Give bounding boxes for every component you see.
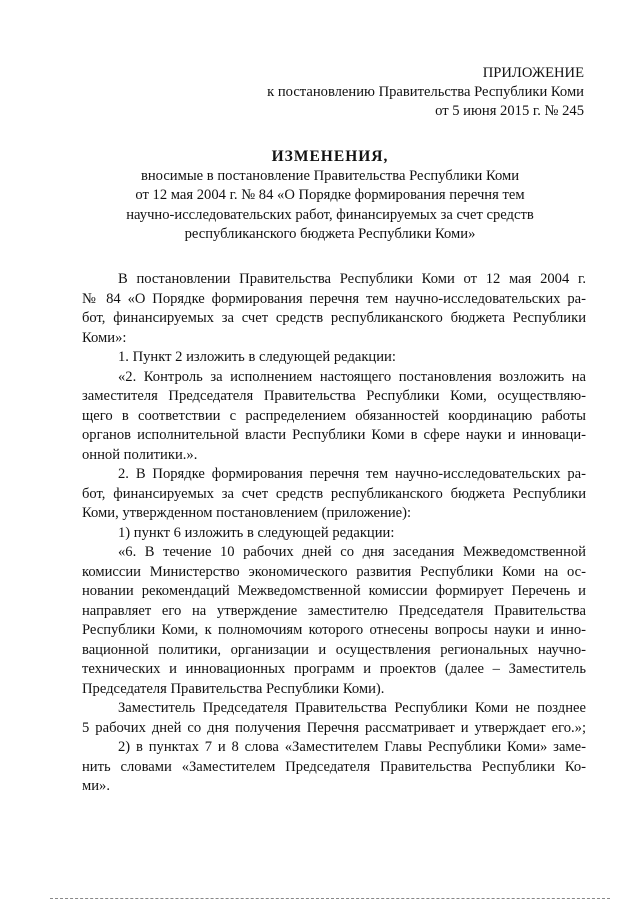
body-line: В постановлении Правительства Республики Коми от 12 мая 2004 г. bbox=[118, 271, 586, 287]
footer-rule bbox=[50, 898, 610, 899]
body-line: ми». bbox=[82, 778, 110, 794]
body-line: Председателя Правительства Республики Коми). bbox=[82, 680, 385, 697]
body-line: № 84 «О Порядке формирования перечня тем научно-исследовательских ра- bbox=[82, 290, 586, 307]
title-line: от 12 мая 2004 г. № 84 «О Порядке формирования перечня тем bbox=[135, 187, 525, 203]
title-line: республиканского бюджета Республики Коми» bbox=[184, 226, 476, 242]
document-title: ИЗМЕНЕНИЯ, bbox=[271, 148, 389, 165]
body-line: комиссии Министерство экономического развития Республики Коми на ос- bbox=[82, 563, 586, 580]
body-line: новании рекомендаций Межведомственной комиссии формирует Перечень и bbox=[82, 583, 586, 599]
body-line: щего в соответствии с распределением обязанностей координацию работы bbox=[82, 407, 586, 424]
document-body bbox=[82, 270, 586, 797]
body-line: онной политики.». bbox=[82, 446, 198, 463]
body-line: 2. В Порядке формирования перечня тем научно-исследовательских ра- bbox=[118, 466, 586, 482]
body-line: направляет его на утверждение заместителю Председателя Правительства bbox=[82, 602, 586, 619]
body-line: технических и инновационных программ и проектов (далее – Заместитель bbox=[82, 661, 586, 677]
document-title-block bbox=[70, 147, 590, 245]
body-line: Республики Коми, к полномочиям которого отнесены вопросы науки и инно- bbox=[82, 622, 586, 638]
body-line: Коми, утвержденном постановлением (приложение): bbox=[82, 505, 412, 521]
appendix-label: ПРИЛОЖЕНИЕ bbox=[482, 65, 584, 81]
body-line: нить словами «Заместителем Председателя Правительства Республики Ко- bbox=[82, 758, 586, 775]
body-line: бот, финансируемых за счет средств республиканского бюджета Республики bbox=[82, 310, 586, 326]
body-line: бот, финансируемых за счет средств республиканского бюджета Республики bbox=[82, 485, 586, 502]
body-line: Заместитель Председателя Правительства Республики Коми не позднее bbox=[118, 700, 586, 716]
body-line: «2. Контроль за исполнением настоящего постановления возложить на bbox=[118, 368, 586, 385]
appendix-date: от 5 июня 2015 г. № 245 bbox=[435, 103, 584, 119]
title-line: вносимые в постановление Правительства Республики Коми bbox=[140, 167, 520, 184]
title-line: научно-исследовательских работ, финансируемых за счет средств bbox=[126, 206, 534, 223]
body-line: 1) пункт 6 изложить в следующей редакции: bbox=[118, 524, 395, 541]
body-line: заместителя Председателя Правительства Республики Коми, осуществляю- bbox=[82, 388, 586, 404]
body-line: 5 рабочих дней со дня получения Перечня рассматривает и утверждает его.»; bbox=[82, 719, 586, 736]
body-line: 2) в пунктах 7 и 8 слова «Заместителем Главы Республики Коми» заме- bbox=[118, 739, 586, 755]
body-line: 1. Пункт 2 изложить в следующей редакции: bbox=[118, 349, 396, 365]
body-line: органов исполнительной власти Республики Коми в сфере науки и инноваци- bbox=[82, 427, 586, 443]
body-line: вационной политики, организации и осуществления региональных научно- bbox=[82, 641, 586, 658]
appendix-reference: к постановлению Правительства Республики Коми bbox=[267, 84, 584, 100]
body-line: Коми»: bbox=[82, 329, 127, 346]
body-line: «6. В течение 10 рабочих дней со дня заседания Межведомственной bbox=[118, 544, 586, 560]
appendix-header bbox=[267, 64, 584, 121]
